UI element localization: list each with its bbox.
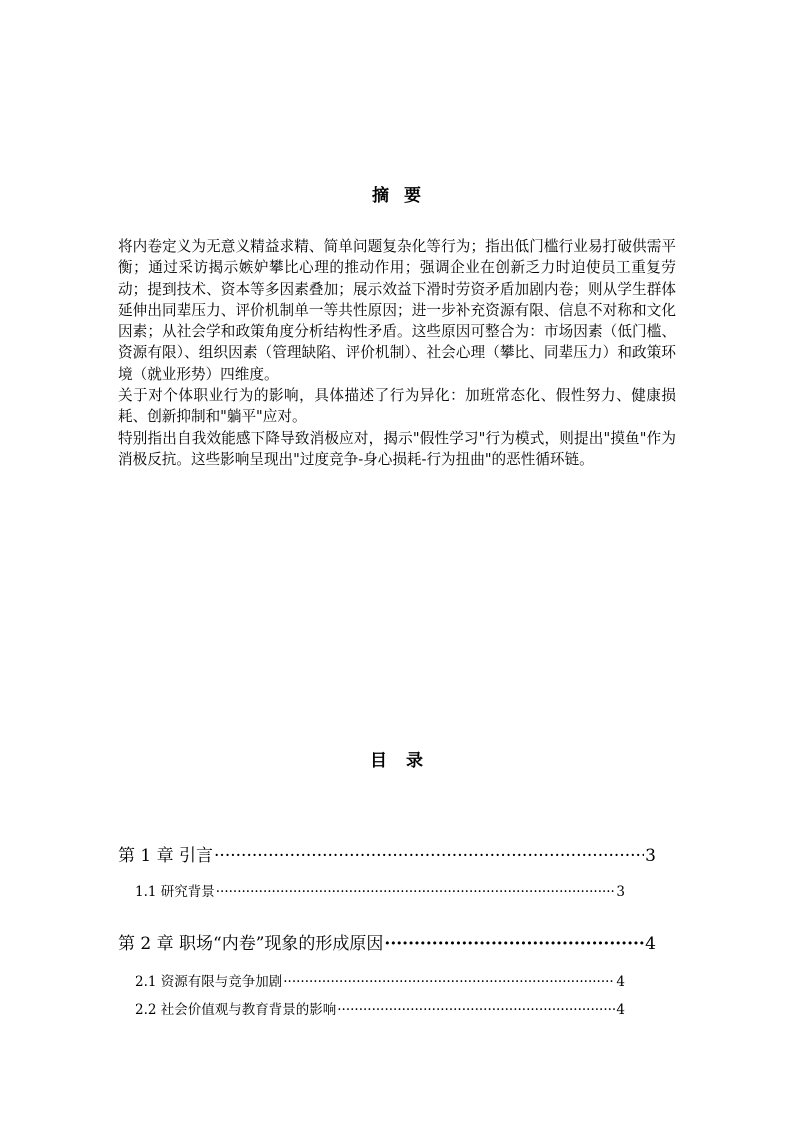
- abstract-title: [0, 181, 793, 206]
- abstract-paragraph: 特别指出自我效能感下降导致消极应对，揭示"假性学习"行为模式，则提出"摸鱼"作为消极反抗。这些影响呈现出"过度竞争-身心损耗-行为扭曲"的恶性循环链。: [118, 429, 676, 468]
- toc-page-number: 4: [616, 1002, 625, 1018]
- toc-dot-leader: [384, 934, 644, 954]
- toc-page-number: 3: [645, 846, 656, 866]
- toc-page-number: 3: [616, 884, 625, 900]
- toc-title-char: 录: [406, 751, 423, 771]
- toc-dot-leader: [337, 1002, 615, 1018]
- toc-title-char: 目: [370, 751, 387, 771]
- toc-dot-leader: [283, 974, 615, 990]
- toc-dot-leader: [214, 846, 644, 866]
- toc-entry-section-2-2[interactable]: [135, 998, 625, 1018]
- toc-entry-section-1-1[interactable]: [135, 880, 625, 900]
- abstract-title-char: 摘: [372, 186, 389, 206]
- toc-entry-label: 2.2 社会价值观与教育背景的影响: [135, 1002, 337, 1018]
- toc-entry-label: 1.1 研究背景: [135, 884, 215, 900]
- toc-entry-chapter-2[interactable]: [118, 929, 656, 954]
- toc-entry-label: 第 1 章 引言: [118, 846, 214, 866]
- toc-dot-leader: [216, 884, 616, 900]
- abstract-body: [118, 236, 676, 470]
- abstract-paragraph: 将内卷定义为无意义精益求精、简单问题复杂化等行为；指出低门槛行业易打破供需平衡；通过采访揭示嫉妒攀比心理的推动作用；强调企业在创新乏力时迫使员工重复劳动；提到技术、资本等多因素叠加；展示效益下滑时劳资矛盾加剧内卷；则从学生群体延伸出同辈压力、评价机制单一等共性原因；进一步补充资源有限、信息不对称和文化因素；从社会学和政策角度分析结构性矛盾。这些原因可整合为：市场因素（低门槛、资源有限）、组织因素（管理缺陷、评价机制）、社会心理（攀比、同辈压力）和政策环境（就业形势）四维度。: [118, 238, 676, 383]
- abstract-title-char: 要: [404, 186, 421, 206]
- toc-entry-label: 2.1 资源有限与竞争加剧: [135, 974, 283, 990]
- toc-entry-chapter-1[interactable]: [118, 841, 656, 866]
- toc-entry-label: 第 2 章 职场“内卷”现象的形成原因: [118, 934, 384, 954]
- abstract-paragraph: 关于对个体职业行为的影响，具体描述了行为异化：加班常态化、假性努力、健康损耗、创新抑制和"躺平"应对。: [118, 387, 676, 426]
- toc-entry-section-2-1[interactable]: [135, 970, 625, 990]
- toc-title: [0, 746, 793, 771]
- toc-page-number: 4: [645, 934, 656, 954]
- toc-page-number: 4: [616, 974, 625, 990]
